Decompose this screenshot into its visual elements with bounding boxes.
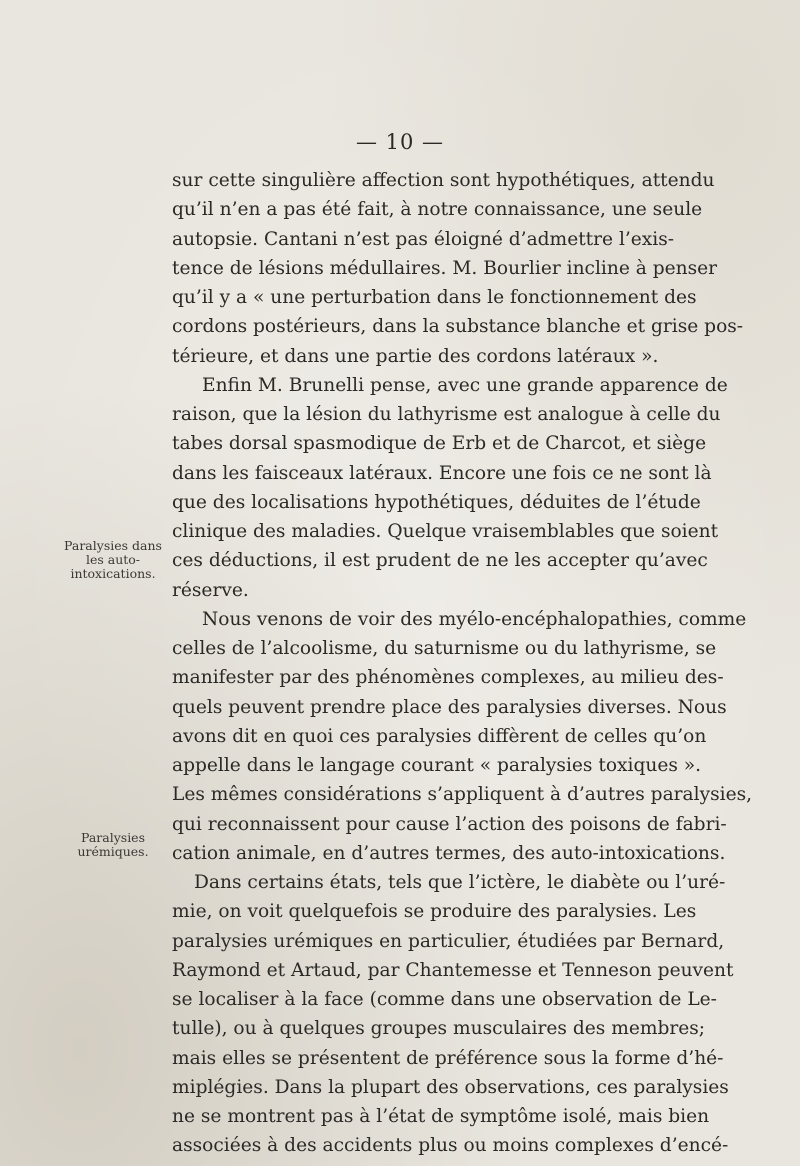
text-line: Nous venons de voir des myélo-encéphalopathies, comme [202, 608, 747, 630]
text-line: que des localisations hypothétiques, déduites de l’étude [172, 491, 701, 513]
text-line: Dans certains états, tels que l’ictère, le diabète ou l’uré- [194, 872, 726, 893]
text-line: qu’il n’en a pas été fait, à notre connaissance, une seule [172, 199, 703, 221]
text-line: ces déductions, il est prudent de ne les accepter qu’avec [172, 550, 708, 572]
text-line: associées à des accidents plus ou moins complexes d’encé- [172, 1135, 729, 1157]
text-line: Les mêmes considérations s’appliquent à d’autres paralysies, [172, 784, 753, 806]
margin-note-uremiques [60, 831, 166, 859]
text-line: mie, on voit quelquefois se produire des paralysies. Les [172, 901, 697, 923]
margin-note-line: urémiques. [77, 844, 149, 859]
margin-note-line: Paralysies dans [64, 538, 162, 553]
text-line: mais elles se présentent de préférence sous la forme d’hé- [172, 1047, 724, 1069]
margin-note-auto-intoxications [60, 539, 166, 581]
margin-note-line: intoxications. [70, 566, 156, 581]
text-line: térieure, et dans une partie des cordons latéraux ». [172, 345, 659, 367]
margin-note-line: les auto- [85, 552, 141, 567]
text-line: cation animale, en d’autres termes, des auto-intoxications. [172, 842, 726, 864]
text-line: paralysies urémiques en particulier, étudiées par Bernard, [172, 930, 725, 952]
text-line: se localiser à la face (comme dans une observation de Le- [172, 989, 717, 1010]
text-line: réserve. [172, 579, 249, 601]
text-line: celles de l’alcoolisme, du saturnisme ou du lathyrisme, se [172, 638, 717, 659]
text-line: miplégies. Dans la plupart des observations, ces paralysies [172, 1076, 729, 1098]
text-line: clinique des maladies. Quelque vraisemblables que soient [172, 521, 719, 542]
text-line: Raymond et Artaud, par Chantemesse et Tenneson peuvent [172, 959, 734, 981]
text-line: tabes dorsal spasmodique de Erb et de Charcot, et siège [172, 433, 707, 455]
text-line: dans les faisceaux latéraux. Encore une fois ce ne sont là [172, 462, 712, 484]
margin-note-line: Paralysies [80, 830, 145, 845]
text-line: autopsie. Cantani n’est pas éloigné d’admettre l’exis- [172, 228, 675, 250]
text-line: raison, que la lésion du lathyrisme est analogue à celle du [172, 404, 721, 425]
text-line: manifester par des phénomènes complexes, au milieu des- [172, 667, 724, 689]
body-text [172, 166, 753, 1161]
text-line: Enfin M. Brunelli pense, avec une grande apparence de [202, 374, 728, 396]
text-line: qui reconnaissent pour cause l’action des poisons de fabri- [172, 813, 727, 835]
text-line: tence de lésions médullaires. M. Bourlier incline à penser [172, 257, 718, 279]
text-line: appelle dans le langage courant « paralysies toxiques ». [172, 755, 702, 776]
text-line: quels peuvent prendre place des paralysies diverses. Nous [172, 696, 727, 718]
text-line: cordons postérieurs, dans la substance blanche et grise pos- [172, 316, 744, 338]
text-line: ne se montrent pas à l’état de symptôme isolé, mais bien [172, 1106, 710, 1127]
text-line: avons dit en quoi ces paralysies diffèrent de celles qu’on [172, 725, 707, 747]
text-line: sur cette singulière affection sont hypothétiques, attendu [172, 170, 715, 191]
text-line: tulle), ou à quelques groupes musculaires des membres; [172, 1018, 706, 1040]
text-line: qu’il y a « une perturbation dans le fonctionnement des [172, 287, 697, 308]
page-number: — 10 — [355, 130, 445, 154]
